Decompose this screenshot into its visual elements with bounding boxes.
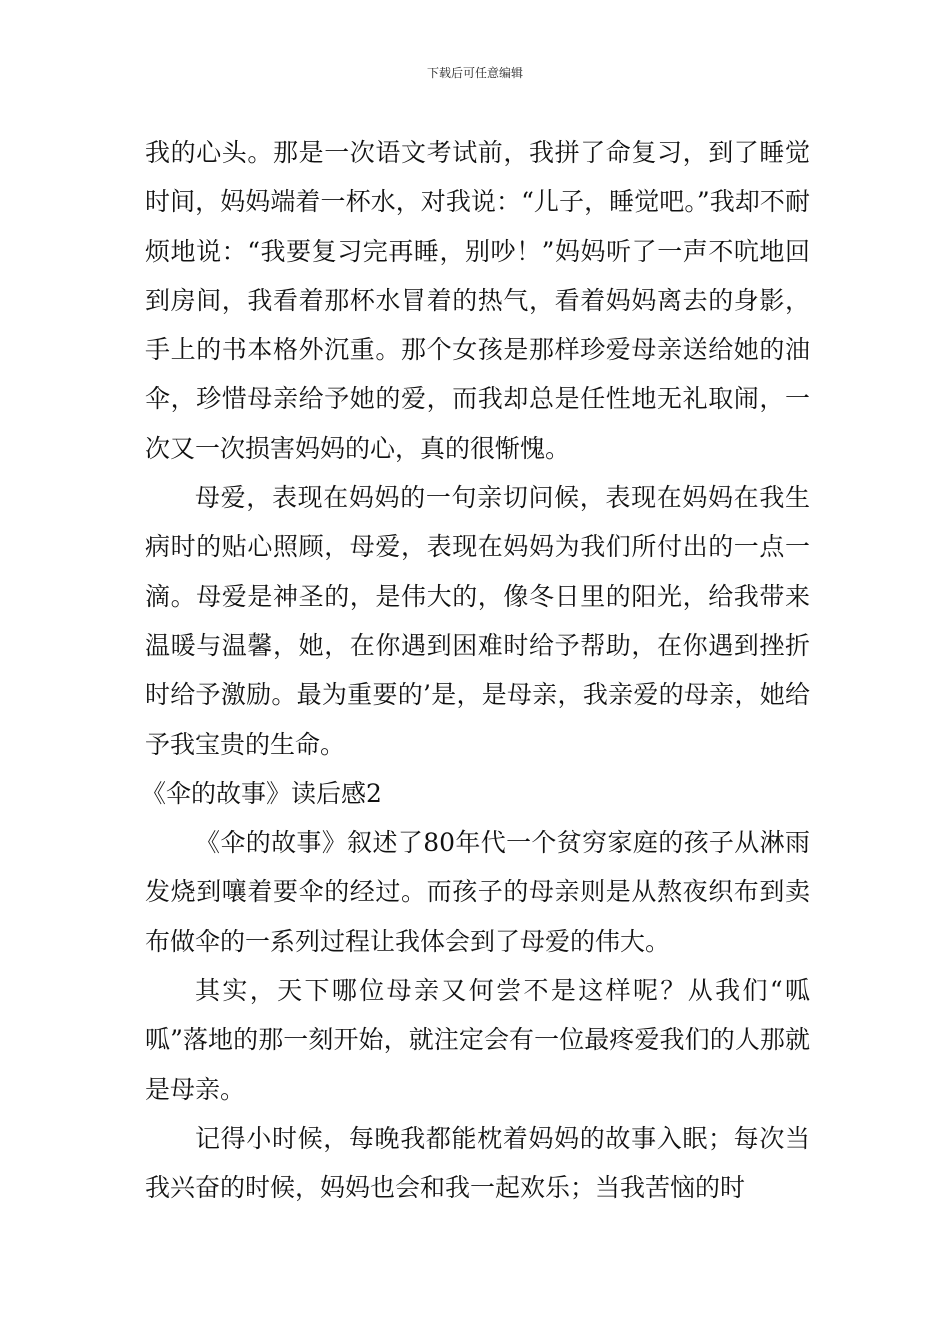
section-title: 《伞的故事》读后感2: [141, 778, 382, 808]
paragraph: 《伞的故事》叙述了80年代一个贫穷家庭的孩子从淋雨发烧到嚷着要伞的经过。而孩子的母亲则是从熬夜织布到卖布做伞的一系列过程让我体会到了母爱的伟大。: [145, 828, 810, 956]
paragraph: 其实，天下哪位母亲又何尝不是这样呢？从我们“呱呱”落地的那一刻开始，就注定会有一位最疼爱我们的人那就是母亲。: [145, 976, 810, 1104]
page-header: 下载后可任意编辑: [426, 66, 523, 80]
document-body: [141, 128, 810, 1213]
paragraph: 我的心头。那是一次语文考试前，我拼了命复习，到了睡觉时间，妈妈端着一杯水，对我说：“儿子，睡觉吧。”我却不耐烦地说：“我要复习完再睡，别吵！”妈妈听了一声不吭地回到房间，我看着那杯水冒着的热气，看着妈妈离去的身影，手上的书本格外沉重。那个女孩是那样珍爱母亲送给她的油伞，珍惜母亲给予她的爱，而我却总是任性地无礼取闹，一次又一次损害妈妈的心，真的很惭愧。: [145, 138, 810, 463]
paragraph: 母爱，表现在妈妈的一句亲切问候，表现在妈妈在我生病时的贴心照顾，母爱，表现在妈妈为我们所付出的一点一滴。母爱是神圣的，是伟大的，像冬日里的阳光，给我带来温暖与温馨，她，在你遇到困难时给予帮助，在你遇到挫折时给予激励。最为重要的’是，是母亲，我亲爱的母亲，她给予我宝贵的生命。: [145, 483, 810, 759]
paragraph: 记得小时候，每晚我都能枕着妈妈的故事入眠；每次当我兴奋的时候，妈妈也会和我一起欢乐；当我苦恼的时: [145, 1123, 810, 1203]
